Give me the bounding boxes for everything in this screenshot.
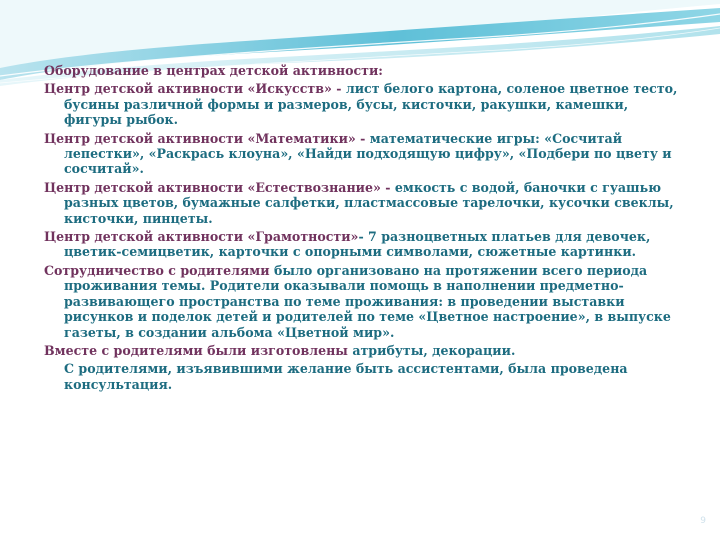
art-center-paragraph — [44, 81, 684, 127]
art-center-label: Центр детской активности «Искусств» - — [44, 81, 346, 97]
equipment-heading-text: Оборудование в центрах детской активности: — [44, 63, 383, 78]
art-center-text: лист белого картона, соленое цветное тесто, бусины различной формы и размеров, бусы, кисточки, ракушки, камешки, фигуры рыбок. — [64, 81, 678, 128]
together-text: атрибуты, декорации. — [352, 342, 516, 358]
math-center-paragraph — [44, 131, 684, 177]
together-paragraph — [44, 343, 684, 358]
consultation-paragraph — [44, 361, 684, 392]
parents-cooperation-paragraph — [44, 263, 684, 340]
slide-content — [44, 63, 684, 395]
math-center-label: Центр детской активности «Математики» - — [44, 130, 370, 146]
literacy-center-paragraph — [44, 229, 684, 260]
parents-cooperation-text: было организовано на протяжении всего периода проживания темы. Родители оказывали помощь в наполнении предметно-развивающего пространства по теме проживания: в проведении выставки рисунков и поделок детей и родителей по теме «Цветное настроение», в выпуске газеты, в создании альбома «Цветной мир». — [64, 262, 671, 340]
literacy-center-label: Центр детской активности «Грамотности» — [44, 229, 359, 245]
science-center-text: емкость с водой, баночки с гуашью разных цветов, бумажные салфетки, пластмассовые тарелочки, кусочки свеклы, кисточки, пинцеты. — [64, 179, 674, 226]
together-label: Вместе с родителями были изготовлены — [44, 342, 353, 358]
equipment-heading — [44, 63, 684, 78]
parents-cooperation-label: Сотрудничество с родителями — [44, 262, 274, 278]
literacy-center-text: - 7 разноцветных платьев для девочек, цветик-семицветик, карточки с опорными символами, сюжетные картинки. — [64, 229, 651, 260]
consultation-text: С родителями, изъявившими желание быть ассистентами, была проведена консультация. — [64, 361, 628, 392]
math-center-text: математические игры: «Сосчитай лепестки», «Раскрась клоуна», «Найди подходящую цифру», «Подбери по цвету и сосчитай». — [64, 130, 672, 177]
science-center-paragraph — [44, 180, 684, 226]
slide-number: 9 — [700, 516, 706, 526]
science-center-label: Центр детской активности «Естествознание» - — [44, 179, 395, 195]
